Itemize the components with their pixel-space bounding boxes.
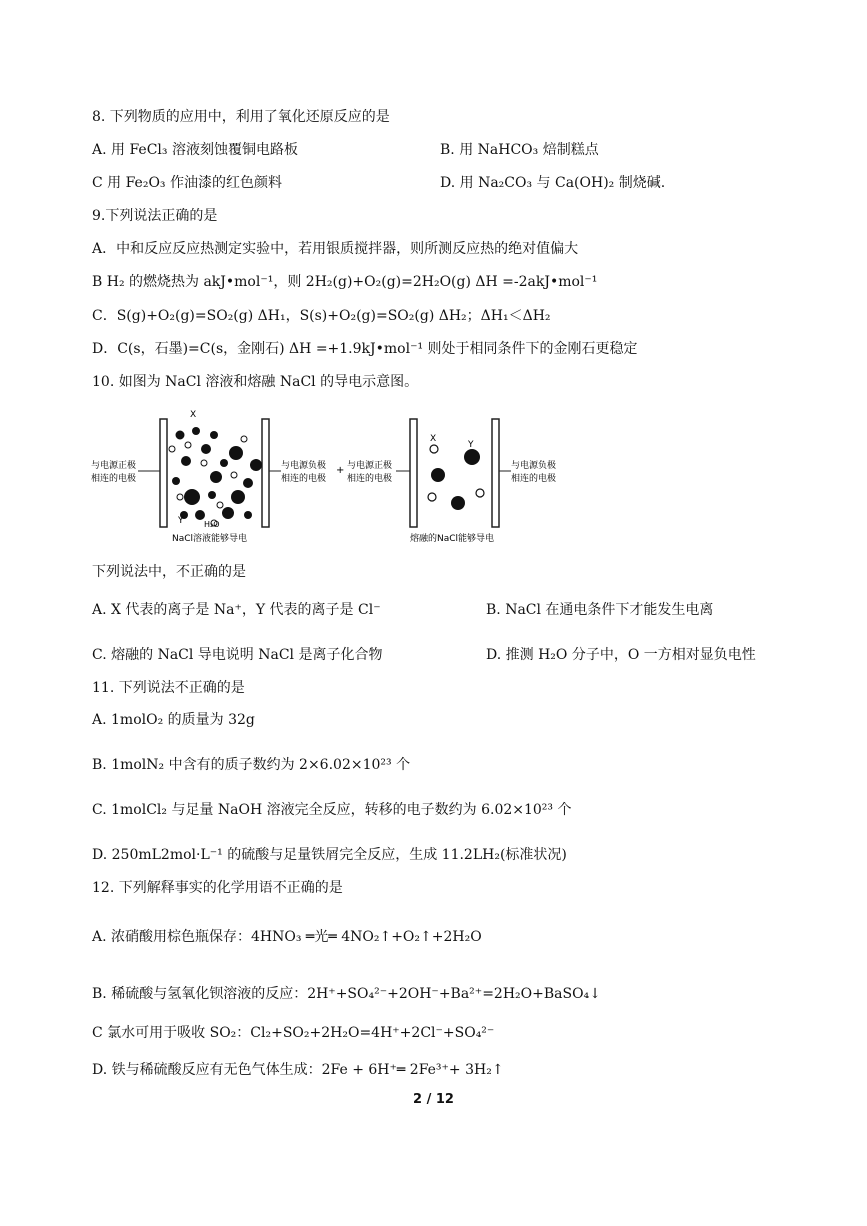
question-12-stem: 12. 下列解释事实的化学用语不正确的是 (92, 880, 343, 896)
question-8-option-a: A. 用 FeCl₃ 溶液刻蚀覆铜电路板 (92, 142, 298, 158)
plus-sign: + (336, 465, 345, 476)
question-10-stem: 10. 如图为 NaCl 溶液和熔融 NaCl 的导电示意图。 (92, 374, 419, 390)
label-left-1: 与电源正极 (91, 461, 137, 471)
question-10-option-a: A. X 代表的离子是 Na⁺，Y 代表的离子是 Cl⁻ (92, 602, 381, 618)
electrode-left-negative (262, 419, 269, 527)
question-11-option-d: D. 250mL2mol·L⁻¹ 的硫酸与足量铁屑完全反应，生成 11.2LH₂(标准状况) (92, 847, 567, 863)
label-mid-right-1: 与电源正极 (347, 461, 393, 471)
electrode-right-negative (492, 419, 499, 527)
question-11-option-c: C. 1molCl₂ 与足量 NaOH 溶液完全反应，转移的电子数约为 6.02×10²³ 个 (92, 802, 572, 818)
question-11-stem: 11. 下列说法不正确的是 (92, 680, 245, 696)
question-10-option-c: C. 熔融的 NaCl 导电说明 NaCl 是离子化合物 (92, 647, 383, 663)
caption-molten: 熔融的NaCl能够导电 (410, 534, 495, 544)
label-mid-right-2: 相连的电极 (347, 474, 393, 484)
question-9-option-a: A．中和反应反应热测定实验中，若用银质搅拌器，则所测反应热的绝对值偏大 (92, 241, 579, 257)
caption-solution: NaCl溶液能够导电 (172, 534, 248, 544)
page-number: 2 / 12 (413, 1092, 454, 1107)
label-x-right: X (430, 434, 437, 444)
question-12-option-a: A. 浓硝酸用棕色瓶保存：4HNO₃ ═光═ 4NO₂↑+O₂↑+2H₂O (92, 929, 482, 945)
question-8-stem: 8. 下列物质的应用中，利用了氧化还原反应的是 (92, 109, 390, 125)
label-mid-left-1: 与电源负极 (281, 461, 327, 471)
question-8-option-b: B. 用 NaHCO₃ 焙制糕点 (440, 142, 599, 158)
question-10-option-d: D. 推测 H₂O 分子中，O 一方相对显负电性 (486, 647, 756, 663)
electrode-right-positive (410, 419, 417, 527)
question-10-sub: 下列说法中，不正确的是 (92, 564, 246, 580)
question-11-option-b: B. 1molN₂ 中含有的质子数约为 2×6.02×10²³ 个 (92, 757, 411, 773)
question-11-option-a: A. 1molO₂ 的质量为 32g (92, 712, 255, 728)
label-mid-left-2: 相连的电极 (281, 474, 327, 484)
question-12-option-c: C 氯水可用于吸收 SO₂：Cl₂+SO₂+2H₂O=4H⁺+2Cl⁻+SO₄²⁻ (92, 1025, 495, 1041)
label-right-1: 与电源负极 (511, 461, 557, 471)
conduction-diagram (88, 405, 578, 545)
electrode-left-positive (160, 419, 167, 527)
question-9-option-b: B H₂ 的燃烧热为 akJ•mol⁻¹，则 2H₂(g)+O₂(g)=2H₂O(g) ΔH =-2akJ•mol⁻¹ (92, 274, 598, 290)
question-9-option-c: C．S(g)+O₂(g)=SO₂(g) ΔH₁，S(s)+O₂(g)=SO₂(g) ΔH₂；ΔH₁＜ΔH₂ (92, 308, 551, 324)
label-x-left: X (190, 410, 197, 420)
label-left-2: 相连的电极 (91, 474, 137, 484)
question-12-option-d: D. 铁与稀硫酸反应有无色气体生成：2Fe + 6H⁺═ 2Fe³⁺+ 3H₂↑ (92, 1062, 504, 1078)
label-y-right: Y (468, 440, 474, 450)
question-9-option-d: D．C(s，石墨)=C(s，金刚石) ΔH =+1.9kJ•mol⁻¹ 则处于相同条件下的金刚石更稳定 (92, 341, 638, 357)
question-8-option-d: D. 用 Na₂CO₃ 与 Ca(OH)₂ 制烧碱. (440, 175, 666, 191)
solution-ions (169, 427, 262, 526)
label-right-2: 相连的电极 (511, 474, 557, 484)
molten-ions (428, 445, 484, 510)
question-10-option-b: B. NaCl 在通电条件下才能发生电离 (486, 602, 714, 618)
label-h2o: H₂O (204, 520, 220, 529)
question-12-option-b: B. 稀硫酸与氢氧化钡溶液的反应：2H⁺+SO₄²⁻+2OH⁻+Ba²⁺=2H₂O+BaSO₄↓ (92, 986, 601, 1002)
question-8-option-c: C 用 Fe₂O₃ 作油漆的红色颜料 (92, 175, 282, 191)
question-9-stem: 9.下列说法正确的是 (92, 208, 218, 224)
label-y-left: Y (178, 516, 184, 526)
